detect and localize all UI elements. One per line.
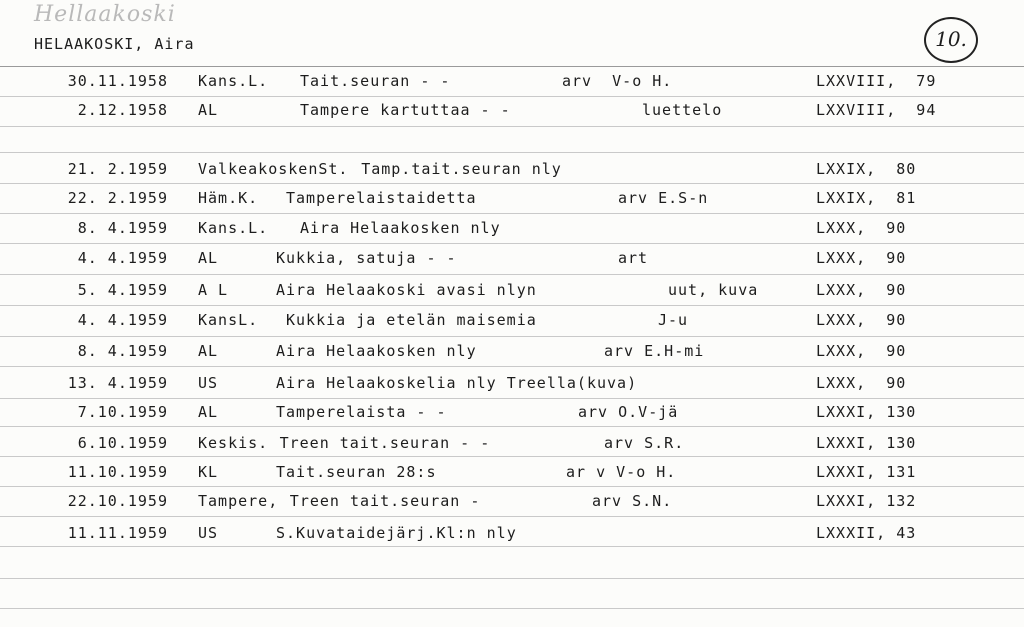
- entry-note: arv S.N.: [592, 492, 673, 510]
- ruled-line: [0, 398, 1024, 399]
- entry-title: Aira Helaakoski avasi nlyn: [276, 281, 537, 299]
- entry-date: 22.10.1959: [67, 492, 168, 510]
- entry-reference: LXXXI, 131: [816, 463, 917, 481]
- ruled-line: [0, 66, 1024, 67]
- entry-date: 8. 4.1959: [77, 342, 168, 360]
- entry-reference: LXXX, 90: [816, 281, 907, 299]
- entry-title: Kukkia ja etelän maisemia: [286, 311, 537, 329]
- ruled-line: [0, 546, 1024, 547]
- handwritten-signature: Hellaakoski: [34, 2, 176, 27]
- ruled-line: [0, 578, 1024, 579]
- entry-note: J-u: [658, 311, 689, 329]
- entry-source: Keskis.: [198, 434, 269, 452]
- entry-title: S.Kuvataidejärj.Kl:n nly: [276, 524, 517, 542]
- entry-row: [0, 311, 1024, 333]
- ruled-line: [0, 366, 1024, 367]
- entry-row: [0, 342, 1024, 364]
- entry-date: 5. 4.1959: [77, 281, 168, 299]
- entry-row: [0, 374, 1024, 396]
- entry-title: Aira Helaakosken nly: [300, 219, 501, 237]
- entry-reference: LXXXI, 130: [816, 434, 917, 452]
- ruled-line: [0, 213, 1024, 214]
- entry-note: arv S.R.: [604, 434, 685, 452]
- entry-row: [0, 72, 1024, 94]
- entry-date: 4. 4.1959: [77, 249, 168, 267]
- entry-reference: LXXX, 90: [816, 249, 907, 267]
- entry-source: Tampere,: [198, 492, 279, 510]
- entry-note: uut, kuva: [668, 281, 759, 299]
- entry-date: 11.10.1959: [67, 463, 168, 481]
- entry-row: [0, 492, 1024, 514]
- entry-date: 6.10.1959: [77, 434, 168, 452]
- entry-title: Kukkia, satuja - -: [276, 249, 457, 267]
- entry-note: arv V-o H.: [562, 72, 673, 90]
- entry-reference: LXXXI, 132: [816, 492, 917, 510]
- entry-title: Tamp.tait.seuran nly: [361, 160, 562, 178]
- entry-note: ar v V-o H.: [566, 463, 677, 481]
- entry-reference: LXXX, 90: [816, 311, 907, 329]
- entry-title: Treen tait.seuran -: [289, 492, 481, 510]
- ruled-line: [0, 243, 1024, 244]
- ruled-line: [0, 152, 1024, 153]
- entry-row: [0, 249, 1024, 271]
- entry-source: Häm.K.: [198, 189, 259, 207]
- entry-reference: LXXVIII, 94: [816, 101, 937, 119]
- card-heading: HELAAKOSKI, Aira: [34, 35, 195, 53]
- entry-title: Tamperelaista - -: [276, 403, 447, 421]
- entry-row: [0, 524, 1024, 546]
- entry-date: 4. 4.1959: [77, 311, 168, 329]
- entry-note: arv E.H-mi: [604, 342, 705, 360]
- entry-title: Tampere kartuttaa - -: [300, 101, 511, 119]
- ruled-line: [0, 486, 1024, 487]
- entry-row: [0, 463, 1024, 485]
- entry-source: US: [198, 374, 219, 392]
- entry-source: AL: [198, 403, 219, 421]
- entry-date: 11.11.1959: [67, 524, 168, 542]
- entry-date: 21. 2.1959: [67, 160, 168, 178]
- entry-row: [0, 189, 1024, 211]
- ruled-line: [0, 456, 1024, 457]
- entry-source: Kans.L.: [198, 72, 269, 90]
- ruled-line: [0, 183, 1024, 184]
- entry-note: luettelo: [642, 101, 723, 119]
- entry-title: Tait.seuran 28:s: [276, 463, 437, 481]
- entry-date: 2.12.1958: [77, 101, 168, 119]
- entry-source: ValkeakoskenSt.: [198, 160, 349, 178]
- ruled-line: [0, 608, 1024, 609]
- ruled-line: [0, 96, 1024, 97]
- entry-reference: LXXIX, 81: [816, 189, 917, 207]
- ruled-line: [0, 516, 1024, 517]
- entry-reference: LXXXII, 43: [816, 524, 917, 542]
- entry-title: Aira Helaakosken nly: [276, 342, 477, 360]
- entry-date: 22. 2.1959: [67, 189, 168, 207]
- entry-note: art: [618, 249, 649, 267]
- entry-title: Tait.seuran - -: [300, 72, 451, 90]
- ruled-line: [0, 126, 1024, 127]
- ruled-line: [0, 305, 1024, 306]
- entry-source: US: [198, 524, 219, 542]
- entry-note: arv O.V-jä: [578, 403, 679, 421]
- entry-title: Tamperelaistaidetta: [286, 189, 477, 207]
- entry-reference: LXXX, 90: [816, 374, 907, 392]
- ruled-line: [0, 426, 1024, 427]
- entry-source: AL: [198, 342, 219, 360]
- entry-title: Treen tait.seuran - -: [279, 434, 491, 452]
- card-number: 10.: [924, 17, 978, 63]
- entry-title: Aira Helaakoskelia nly Treella(kuva): [276, 374, 638, 392]
- entry-source: Kans.L.: [198, 219, 269, 237]
- ruled-line: [0, 274, 1024, 275]
- entry-row: [0, 434, 1024, 456]
- ruled-line: [0, 336, 1024, 337]
- entry-reference: LXXX, 90: [816, 219, 907, 237]
- entry-reference: LXXVIII, 79: [816, 72, 937, 90]
- entry-row: [0, 160, 1024, 182]
- entry-source: KL: [198, 463, 219, 481]
- entry-date: 30.11.1958: [67, 72, 168, 90]
- entry-date: 8. 4.1959: [77, 219, 168, 237]
- entry-reference: LXXIX, 80: [816, 160, 917, 178]
- entry-row: [0, 101, 1024, 123]
- entry-row: [0, 403, 1024, 425]
- entry-source: AL: [198, 101, 219, 119]
- entry-source: A L: [198, 281, 229, 299]
- entry-date: 7.10.1959: [77, 403, 168, 421]
- entry-reference: LXXX, 90: [816, 342, 907, 360]
- entry-row: [0, 281, 1024, 303]
- entry-note: arv E.S-n: [618, 189, 709, 207]
- entry-date: 13. 4.1959: [67, 374, 168, 392]
- entry-row: [0, 219, 1024, 241]
- entry-source: KansL.: [198, 311, 259, 329]
- entry-source: AL: [198, 249, 219, 267]
- entry-reference: LXXXI, 130: [816, 403, 917, 421]
